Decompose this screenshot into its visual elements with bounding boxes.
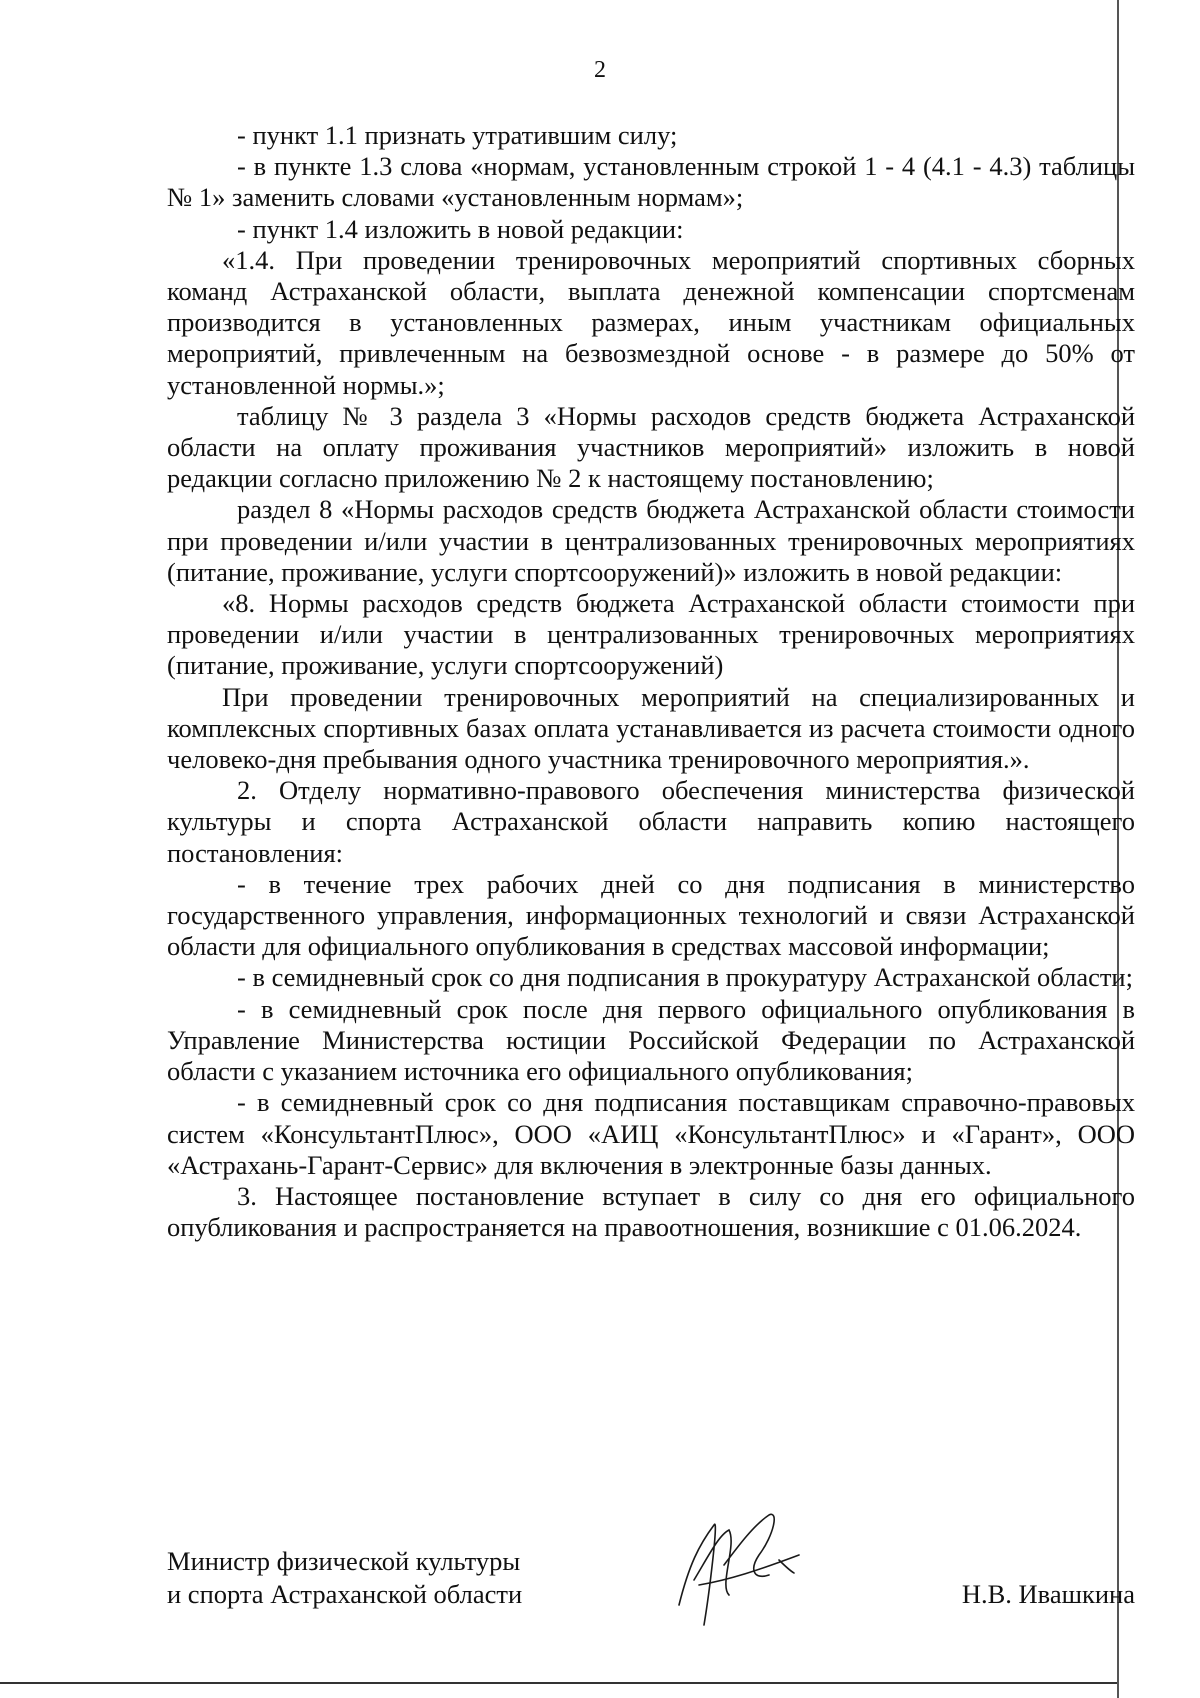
paragraph-13: - в семидневный срок со дня подписания поставщикам справочно-правовых систем «КонсультантПлюс», ООО «АИЦ «КонсультантПлюс» и «Гарант», ООО «Астрахань-Гарант-Сервис» для включения в электронные базы данных. (167, 1087, 1135, 1180)
document-body (167, 120, 1135, 1243)
signer-title-line-2: и спорта Астраханской области (167, 1579, 523, 1609)
paragraph-14: 3. Настоящее постановление вступает в силу со дня его официального опубликования и распространяется на правоотношения, возникшие с 01.06.2024. (167, 1180, 1135, 1243)
paragraph-5: таблицу № 3 раздела 3 «Нормы расходов средств бюджета Астраханской области на оплату проживания участников мероприятий» изложить в новой редакции согласно приложению № 2 к настоящему постановлению; (167, 400, 1135, 494)
paragraph-10: - в течение трех рабочих дней со дня подписания в министерство государственного управления, информационных технологий и связи Астраханской области для официального опубликования в средствах массовой информации; (167, 868, 1135, 962)
paragraph-6: раздел 8 «Нормы расходов средств бюджета Астраханской области стоимости при проведении и/или участии в централизованных тренировочных мероприятиях (питание, проживание, услуги спортсооружений)» изложить в новой редакции: (167, 494, 1135, 587)
scan-bottom-line (0, 1682, 1117, 1684)
signature-block (167, 1545, 1135, 1665)
paragraph-3: - пункт 1.4 изложить в новой редакции: (237, 213, 684, 244)
handwritten-signature (659, 1485, 809, 1635)
paragraph-7: «8. Нормы расходов средств бюджета Астраханской области стоимости при проведении и/или участии в централизованных тренировочных мероприятиях (питание, проживание, услуги спортсооружений) (167, 588, 1135, 681)
paragraph-2: - в пункте 1.3 слова «нормам, установленным строкой 1 - 4 (4.1 - 4.3) таблицы № 1» заменить словами «установленным нормам»; (167, 151, 1135, 213)
signer-name: Н.В. Ивашкина (961, 1579, 1135, 1609)
paragraph-1: - пункт 1.1 признать утратившим силу; (237, 120, 678, 150)
page-number: 2 (594, 57, 606, 83)
paragraph-9: 2. Отделу нормативно-правового обеспечения министерства физической культуры и спорта Астраханской области направить копию настоящего постановления: (167, 775, 1135, 868)
paragraph-12: - в семидневный срок после дня первого официального опубликования в Управление Министерства юстиции Российской Федерации по Астраханской области с указанием источника его официального опубликования; (167, 993, 1135, 1087)
signer-title (167, 1545, 522, 1611)
paragraph-4: «1.4. При проведении тренировочных мероприятий спортивных сборных команд Астраханской области, выплата денежной компенсации спортсменам производится в установленных размерах, иным участникам официальных мероприятий, привлеченным на безвозмездной основе - в размере до 50% от установленной нормы.»; (167, 244, 1135, 400)
paragraph-8: При проведении тренировочных мероприятий на специализированных и комплексных спортивных базах оплата устанавливается из расчета стоимости одного человеко-дня пребывания одного участника тренировочного мероприятия.». (167, 681, 1135, 775)
signer-title-line-1: Министр физической культуры (167, 1546, 521, 1576)
paragraph-11: - в семидневный срок со дня подписания в прокуратуру Астраханской области; (237, 962, 1133, 993)
